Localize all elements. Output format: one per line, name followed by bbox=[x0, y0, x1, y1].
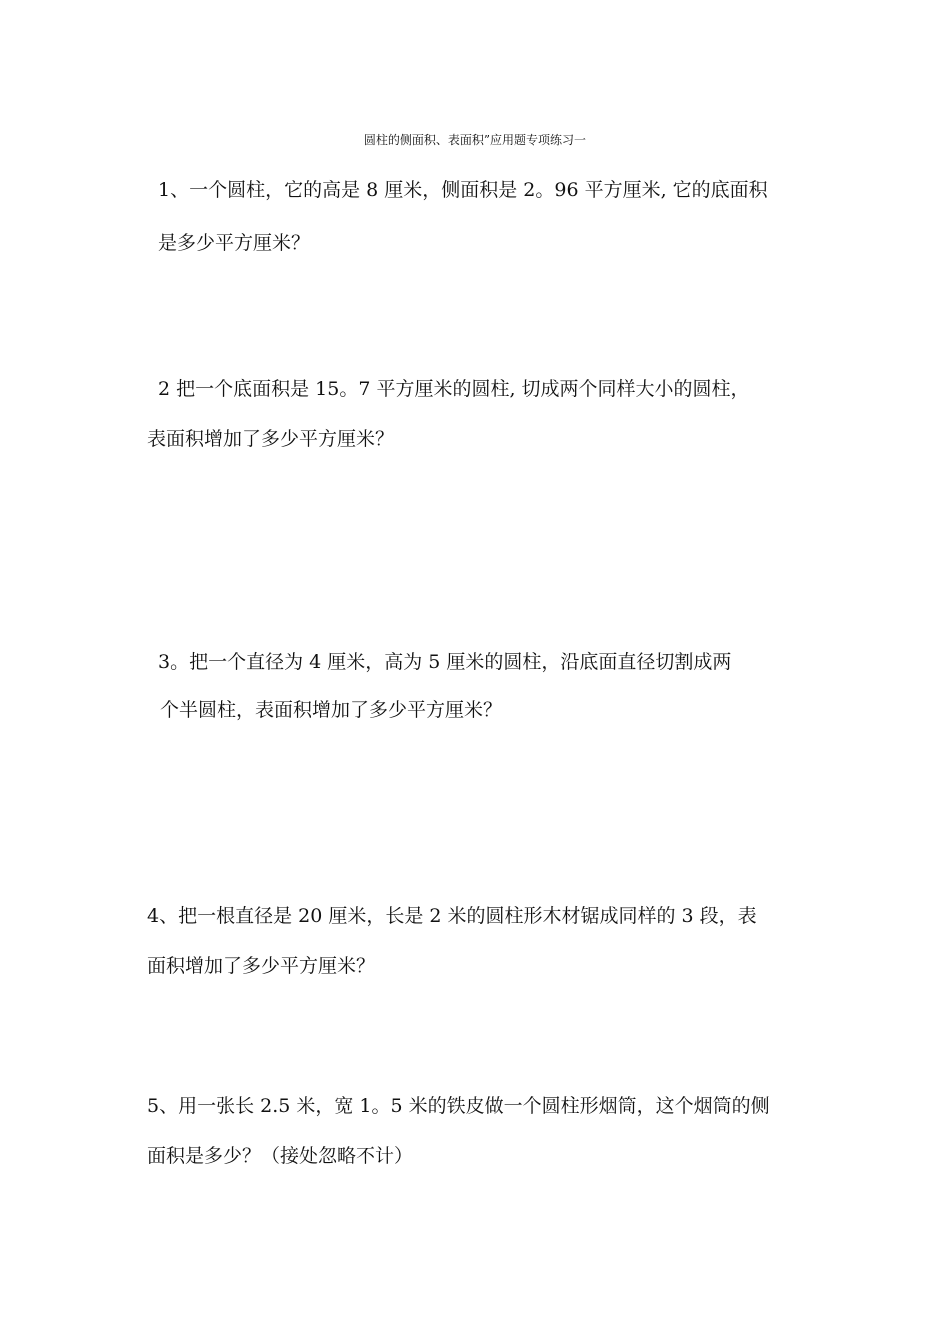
question-4-line-1: 4、把一根直径是 20 厘米，长是 2 米的圆柱形木材锯成同样的 3 段，表 bbox=[147, 905, 757, 927]
question-5-line-1: 5、用一张长 2.5 米，宽 1。5 米的铁皮做一个圆柱形烟筒，这个烟筒的侧 bbox=[147, 1095, 770, 1117]
question-1-line-1: 1、一个圆柱，它的高是 8 厘米，侧面积是 2。96 平方厘米, 它的底面积 bbox=[158, 179, 768, 201]
question-3-line-2: 个半圆柱，表面积增加了多少平方厘米？ bbox=[160, 699, 503, 721]
question-4-line-2: 面积增加了多少平方厘米？ bbox=[147, 955, 376, 977]
question-1-line-2: 是多少平方厘米？ bbox=[158, 232, 311, 254]
page-title: 圆柱的侧面积、表面积”应用题专项练习一 bbox=[363, 133, 587, 147]
question-2-line-1: 2 把一个底面积是 15。7 平方厘米的圆柱, 切成两个同样大小的圆柱， bbox=[158, 378, 750, 400]
question-3-line-1: 3。把一个直径为 4 厘米，高为 5 厘米的圆柱，沿底面直径切割成两 bbox=[158, 651, 732, 673]
question-5-line-2: 面积是多少？（接处忽略不计） bbox=[147, 1145, 414, 1167]
question-2-line-2: 表面积增加了多少平方厘米？ bbox=[147, 428, 395, 450]
